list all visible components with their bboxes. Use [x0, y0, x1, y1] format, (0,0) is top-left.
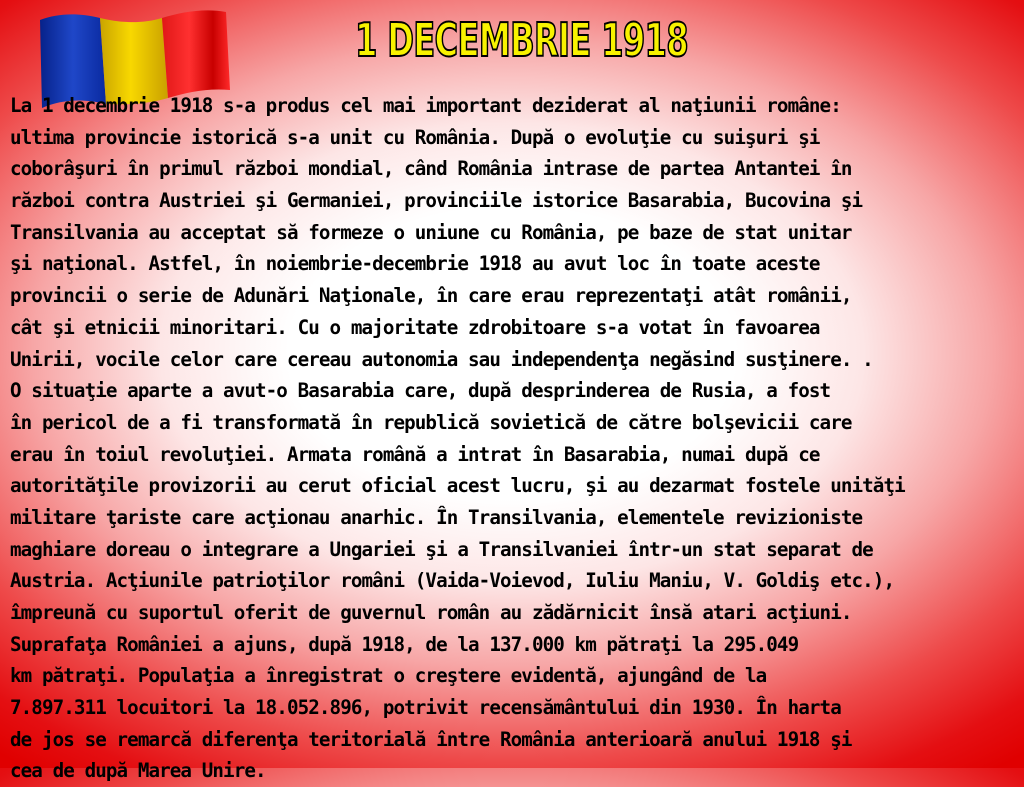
text-line: autorităţile provizorii au cerut oficial acest lucru, şi au dezarmat fostele unităţi — [10, 474, 905, 498]
text-line: Transilvania au acceptat să formeze o uniune cu România, pe baze de stat unitar — [10, 220, 852, 244]
text-line: km pătraţi. Populaţia a înregistrat o creştere evidentă, ajungând de la — [10, 664, 767, 688]
text-line: cea de după Marea Unire. — [10, 759, 266, 783]
text-line: provincii o serie de Adunări Naţionale, în care erau reprezentaţi atât românii, — [10, 284, 852, 308]
text-line: împreună cu suportul oferit de guvernul român au zădărnicit însă atari acţiuni. — [10, 601, 852, 624]
text-line: în pericol de a fi transformată în republică sovietică de către bolşevicii care — [10, 410, 852, 434]
text-line: O situaţie aparte a avut-o Basarabia care, după desprinderea de Rusia, a fost — [10, 379, 831, 403]
text-line: Unirii, vocile celor care cereau autonomia sau independenţa negăsind susţinere. . — [10, 347, 873, 371]
text-line: La 1 decembrie 1918 s-a produs cel mai important deziderat al naţiunii române: — [10, 94, 841, 117]
text-line: erau în toiul revoluţiei. Armata română a intrat în Basarabia, numai după ce — [10, 442, 820, 466]
text-line: ultima provincie istorică s-a unit cu România. După o evoluţie cu suişuri şi — [10, 125, 820, 149]
text-line: Suprafaţa României a ajuns, după 1918, de la 137.000 km pătraţi la 295.049 — [10, 632, 799, 656]
text-line: război contra Austriei şi Germaniei, provinciile istorice Basarabia, Bucovina şi — [10, 189, 863, 213]
text-line: militare ţariste care acţionau anarhic. În Transilvania, elementele revizioniste — [10, 505, 863, 529]
text-line: maghiare doreau o integrare a Ungariei şi a Transilvaniei într-un stat separat de — [10, 537, 873, 561]
text-line: Austria. Acţiunile patrioţilor români (Vaida-Voievod, Iuliu Maniu, V. Goldiş etc.), — [10, 569, 895, 593]
text-line: coborâşuri în primul război mondial, când România intrase de partea Antantei în — [10, 157, 852, 181]
flag-stripe-red — [162, 10, 230, 98]
text-line: 7.897.311 locuitori la 18.052.896, potrivit recensământului din 1930. În harta — [10, 696, 841, 720]
page-title: 1 DECEMBRIE 1918 — [355, 13, 688, 67]
article-body — [10, 90, 1024, 787]
text-line: cât şi etnicii minoritari. Cu o majoritate zdrobitoare s-a votat în favoarea — [10, 315, 820, 339]
text-line: şi naţional. Astfel, în noiembrie-decembrie 1918 au avut loc în toate aceste — [10, 252, 820, 276]
text-line: de jos se remarcă diferenţa teritorială între România anterioară anului 1918 şi — [10, 727, 852, 751]
